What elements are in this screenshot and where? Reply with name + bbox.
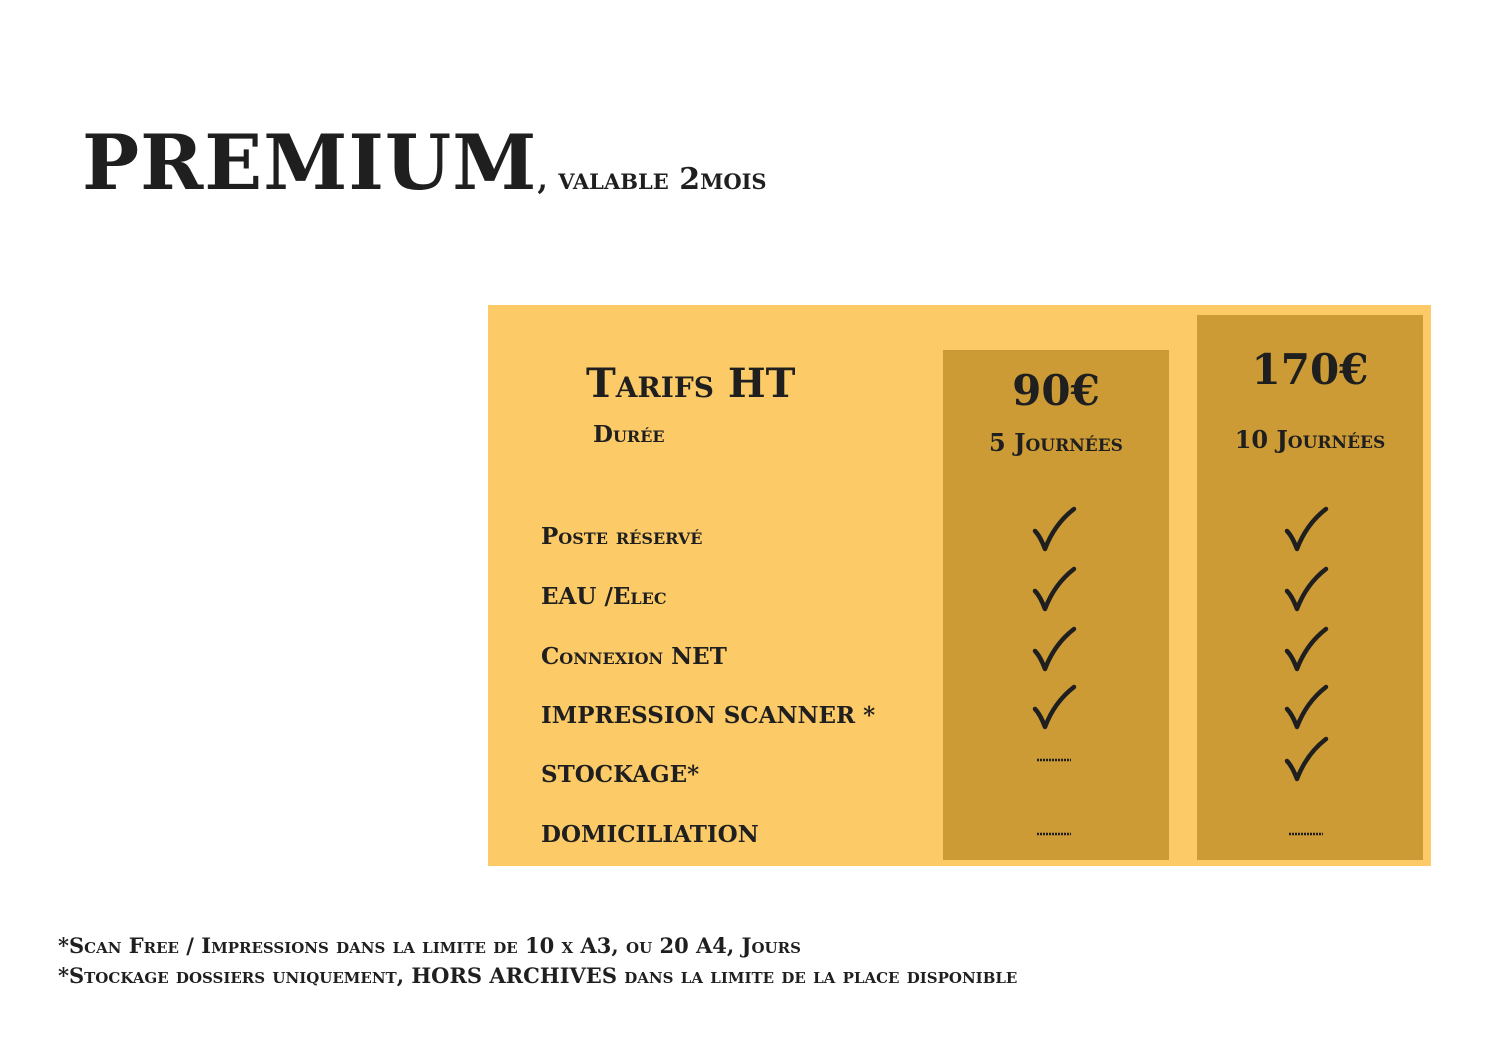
footnote-storage: *Stockage dossiers uniquement, HORS ARCHIVES dans la limite de la place disponible [58,963,1018,988]
footnote-scan: *Scan Free / Impressions dans la limite de 10 x A3, ou 20 A4, Jours [58,933,801,958]
tarifs-header: Tarifs HT [586,360,796,407]
feature-label: DOMICILIATION [541,821,759,848]
plan-price: 90€ [1012,366,1100,415]
checkmark-icon [1281,735,1331,785]
checkmark-icon [1029,625,1079,675]
duration-label: Durée [593,421,665,448]
checkmark-icon [1029,683,1079,733]
checkmark-icon [1029,505,1079,555]
checkmark-icon [1281,683,1331,733]
dash-icon [1029,809,1079,859]
page-title [82,118,767,207]
dash-icon [1281,809,1331,859]
plan-duration: 10 Journées [1234,425,1386,454]
checkmark-icon [1281,565,1331,615]
checkmark-icon [1281,625,1331,675]
feature-label: STOCKAGE* [541,761,700,788]
title-main: PREMIUM [82,118,538,207]
title-subtitle: , valable 2mois [537,162,767,197]
feature-label: EAU /Elec [541,583,667,610]
dash-icon [1029,735,1079,785]
feature-label: Poste réservé [541,523,703,550]
feature-label: IMPRESSION SCANNER * [541,702,876,729]
feature-label: Connexion NET [541,643,727,670]
plan-price: 170€ [1251,345,1369,394]
checkmark-icon [1281,505,1331,555]
plan-duration: 5 Journées [989,428,1123,457]
checkmark-icon [1029,565,1079,615]
pricing-panel [488,305,1431,866]
